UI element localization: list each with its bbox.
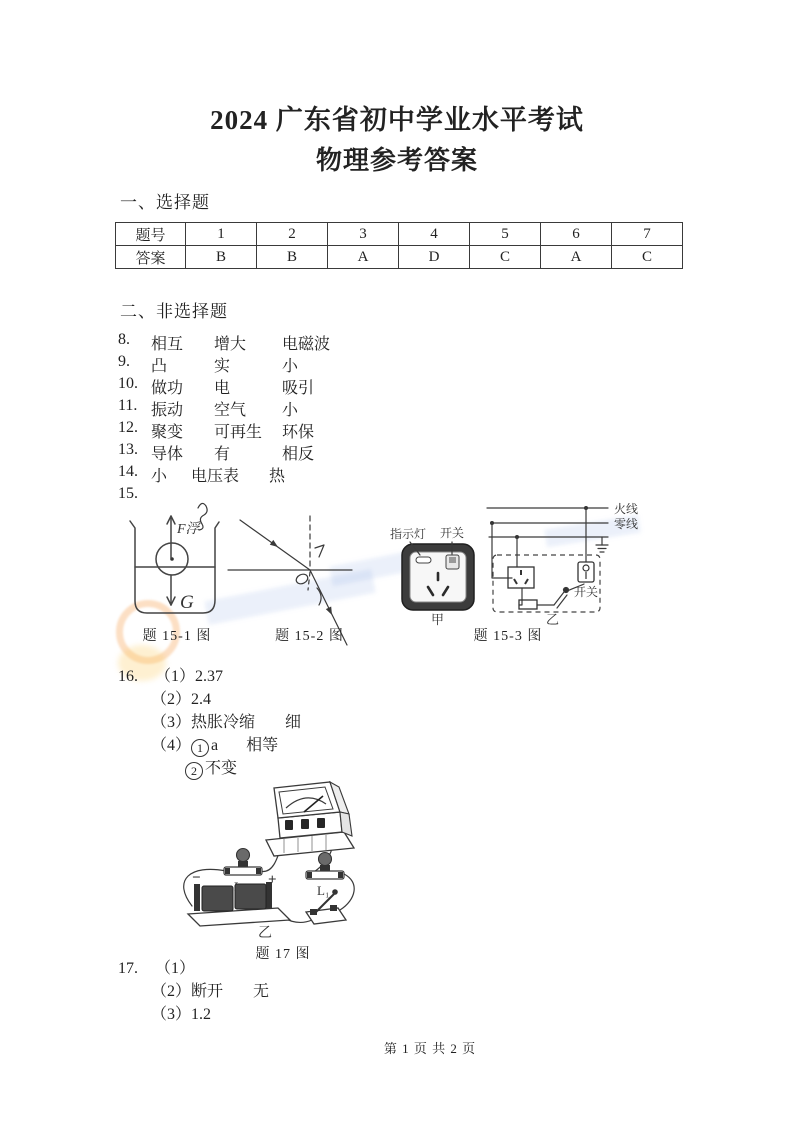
choice-answer-table <box>115 222 683 269</box>
lamp-l2 <box>224 849 262 876</box>
question-number: 12. <box>118 419 138 436</box>
answer-blank: 1.2 <box>191 1006 212 1023</box>
table-row-answers <box>116 246 683 269</box>
indicator-lamp <box>416 557 431 563</box>
buoyancy-arrow <box>167 516 175 558</box>
answer-blank: 无 <box>253 983 270 1000</box>
ground-symbol <box>596 537 608 552</box>
yi-label: 乙 <box>546 612 560 627</box>
indicator-lamp-label: 指示灯 <box>390 527 427 541</box>
answer-blank: 做功 <box>151 380 184 397</box>
answer-line-8 <box>118 331 330 353</box>
neutral-wire-label: 零线 <box>614 517 639 531</box>
figure-17-experiment <box>178 774 398 944</box>
angle-check-mark <box>315 545 324 557</box>
answer-blank: 电压表 <box>191 468 240 485</box>
buoyancy-label: F浮 <box>177 522 200 537</box>
figure-15-1-caption: 题 15-1 图 <box>142 629 212 644</box>
table-header-question-no: 题号 <box>116 223 186 246</box>
answer-line-12 <box>118 419 314 441</box>
answer-blank: a <box>211 737 219 754</box>
question-number: 14. <box>118 463 138 480</box>
answer-blank: 相等 <box>246 737 279 754</box>
meter <box>266 782 354 856</box>
table-header-answer: 答案 <box>116 246 186 269</box>
answer-blank: 细 <box>285 714 302 731</box>
answer-line-11 <box>118 397 298 419</box>
q17-line-2 <box>151 978 269 1001</box>
answer-blank: 小 <box>282 358 299 375</box>
q17-line-3 <box>151 1001 211 1024</box>
lamp-l1-label: L₁ <box>317 883 330 898</box>
question-number: 15. <box>118 485 138 502</box>
item-label: （4） <box>151 737 192 754</box>
figure-15-3-caption: 题 15-3 图 <box>473 629 543 644</box>
answer-blank: 空气 <box>214 402 247 419</box>
item-label: （1） <box>155 960 196 977</box>
q16-line-1 <box>118 663 223 686</box>
page-footer: 第 1 页 共 2 页 <box>383 1041 477 1056</box>
q16-line-2 <box>151 686 211 709</box>
answer-blank: 2.4 <box>191 691 212 708</box>
plug-lamp-symbol <box>554 588 569 609</box>
question-number: 10. <box>118 375 138 392</box>
question-number: 8. <box>118 331 130 348</box>
answer-line-10 <box>118 375 314 397</box>
answer-blank: 导体 <box>151 446 184 463</box>
figure-15-2-caption: 题 15-2 图 <box>275 629 344 644</box>
table-cell: 3 <box>328 223 399 246</box>
answer-blank: 有 <box>214 446 231 463</box>
answer-blank: 振动 <box>151 402 184 419</box>
question-number: 9. <box>118 353 130 370</box>
incident-ray-arrowhead <box>270 540 278 547</box>
answer-blank: 电磁波 <box>282 336 331 353</box>
live-wire-label: 火线 <box>614 502 639 516</box>
page-subtitle: 物理参考答案 <box>315 146 478 175</box>
item-label: （3） <box>151 1006 192 1023</box>
socket-photo <box>402 542 474 610</box>
answer-blank: 断开 <box>191 983 224 1000</box>
answer-blank: 热胀冷缩 <box>191 714 256 731</box>
jia-label: 甲 <box>431 612 445 627</box>
answer-blank: 电 <box>214 380 231 397</box>
answer-blank: 吸引 <box>282 380 315 397</box>
power-lines <box>487 508 608 537</box>
battery-pack <box>188 882 290 926</box>
table-cell: 5 <box>470 223 541 246</box>
normal-dashed-below <box>308 572 310 590</box>
answer-blank: 聚变 <box>151 424 184 441</box>
switch-label-top: 开关 <box>440 526 465 540</box>
handwritten-point-mark <box>295 572 310 585</box>
answer-blank: 可再生 <box>214 424 263 441</box>
answer-blank: 不变 <box>205 760 238 777</box>
q16-line-4 <box>151 732 278 757</box>
answer-blank: 增大 <box>214 336 247 353</box>
question-number: 13. <box>118 441 138 458</box>
table-cell: B <box>257 246 328 269</box>
item-label: （2） <box>151 691 192 708</box>
table-cell: 7 <box>612 223 683 246</box>
answer-blank: 相反 <box>282 446 315 463</box>
circuit-switch-symbol <box>578 562 594 582</box>
answer-blank: 小 <box>282 402 299 419</box>
q17-line-1 <box>118 955 195 978</box>
item-label: （2） <box>151 983 192 1000</box>
gravity-arrow <box>167 575 175 605</box>
table-cell: A <box>328 246 399 269</box>
item-label: （1） <box>155 668 196 685</box>
battery-plus-label: + <box>268 872 277 888</box>
answer-line-9 <box>118 353 298 375</box>
circled-number: 2 <box>185 762 203 780</box>
page-title: 2024 广东省初中学业水平考试 <box>210 105 584 135</box>
table-cell: 4 <box>399 223 470 246</box>
switch-label-circuit: 开关 <box>574 585 599 599</box>
section-1-heading: 一、选择题 <box>120 193 210 212</box>
answer-line-13 <box>118 441 314 463</box>
item-label: （3） <box>151 714 192 731</box>
table-cell: 6 <box>541 223 612 246</box>
figure-15-3-socket-circuit <box>388 500 658 640</box>
table-cell: B <box>186 246 257 269</box>
battery-minus-label: − <box>192 870 201 886</box>
answer-blank: 2.37 <box>195 668 224 685</box>
answer-blank: 环保 <box>282 424 315 441</box>
table-cell: 1 <box>186 223 257 246</box>
question-number: 11. <box>118 397 138 414</box>
answer-blank: 热 <box>269 468 286 485</box>
question-number: 16. <box>118 668 138 685</box>
table-cell: 2 <box>257 223 328 246</box>
socket-switch <box>446 555 459 569</box>
figure-17-caption: 题 17 图 <box>255 947 311 962</box>
gravity-label: G <box>180 592 194 613</box>
answer-blank: 实 <box>214 358 231 375</box>
refracted-ray-arrowhead <box>326 607 332 616</box>
q16-line-3 <box>151 709 301 732</box>
table-cell: A <box>541 246 612 269</box>
table-cell: C <box>470 246 541 269</box>
question-number: 17. <box>118 960 138 977</box>
answer-blank: 小 <box>151 468 168 485</box>
yi-label: 乙 <box>258 926 272 941</box>
circled-number: 1 <box>191 739 209 757</box>
section-2-heading: 二、非选择题 <box>120 302 228 321</box>
lamp-l1 <box>306 853 344 880</box>
answer-line-14 <box>118 463 285 485</box>
table-cell: C <box>612 246 683 269</box>
answer-blank: 相互 <box>151 336 184 353</box>
figure-15-1-beaker-forces <box>126 486 226 631</box>
table-cell: D <box>399 246 470 269</box>
answer-blank: 凸 <box>151 358 168 375</box>
table-row-numbers <box>116 223 683 246</box>
